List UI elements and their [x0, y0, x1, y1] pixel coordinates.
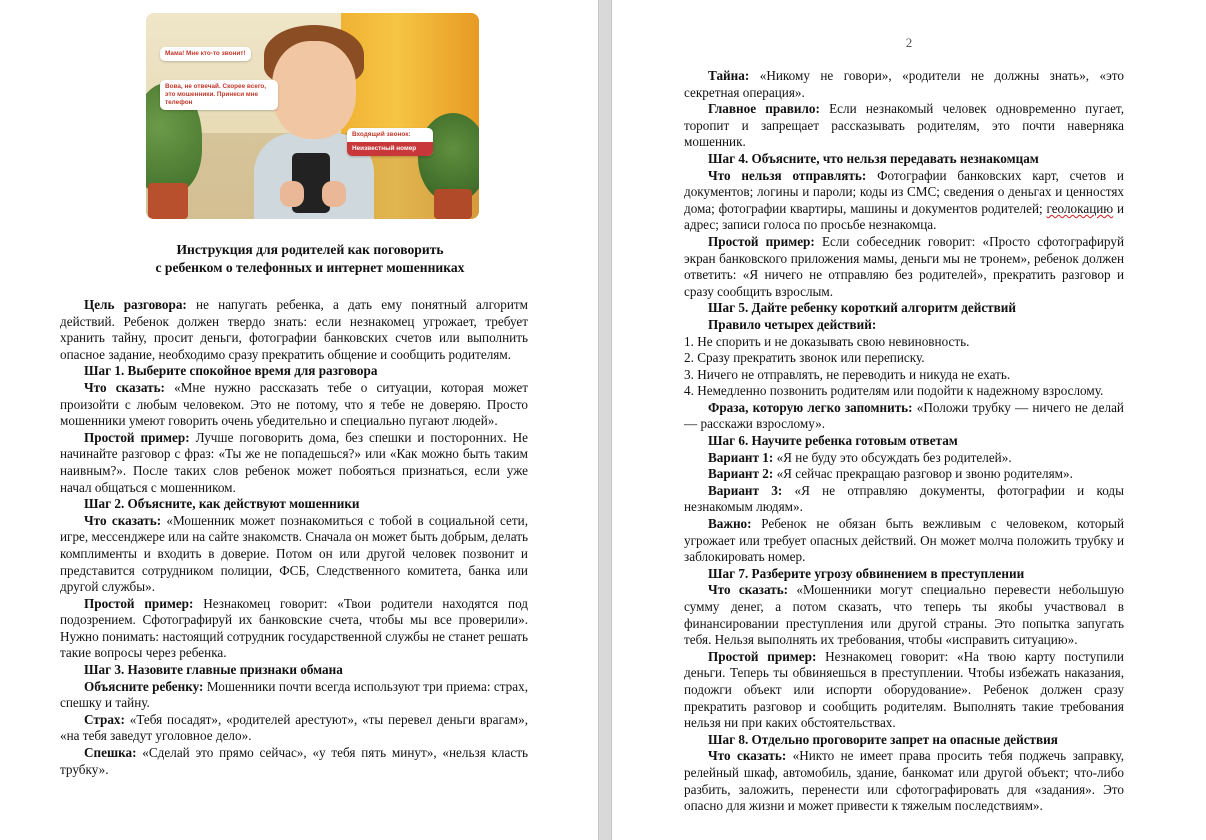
paragraph [60, 513, 528, 596]
label: Страх: [84, 711, 125, 727]
label: Простой пример: [84, 595, 194, 611]
paragraph-text: Если незнакомый человек одновременно пугает, торопит и запрещает рассказывать родителям, это почти наверняка мошенник. [684, 101, 1125, 150]
document-title [60, 241, 560, 277]
paragraph [684, 234, 1124, 300]
pot-right [434, 189, 472, 219]
rule-heading: Правило четырех действий: [708, 316, 877, 332]
paragraph-text: «Никому не говори», «родители не должны знать», «это секретная операция». [684, 68, 1124, 100]
paragraph-text: Фотографии банковских карт, счетов и документов; логины и пароли; коды из СМС; сведения о деньгах и ценностях дома; фотографии квартиры, машины и документов родителей; [684, 167, 1124, 216]
page-1-body [60, 297, 528, 778]
paragraph [684, 516, 1124, 566]
paragraph-text: «Я не отправляю документы, фотографии и коды незнакомым людям». [684, 482, 1124, 515]
step-heading: Шаг 5. Дайте ребенку короткий алгоритм действий [708, 300, 1016, 316]
paragraph-text: «Я не буду это обсуждать без родителей». [776, 449, 1012, 465]
paragraph [684, 168, 1124, 234]
step-heading: Шаг 3. Назовите главные признаки обмана [84, 662, 343, 678]
page-gutter [598, 0, 612, 840]
label: Тайна: [708, 68, 750, 83]
paragraph [60, 430, 528, 496]
label: Цель разговора: [84, 297, 187, 312]
paragraph-text: не напугать ребенка, а дать ему понятный алгоритм действий. Ребенок должен твердо знать: если незнакомец угрожает, требует хранить тайну, просит деньги, фотографии банковских счетов или выполнить опасное задание, необходимо сразу прекратить общение и сообщить родителям. [60, 297, 529, 362]
pot-left [148, 183, 188, 219]
list-item: 1. Не спорить и не доказывать свою невиновность. [684, 333, 970, 349]
label: Что нельзя отправлять: [708, 167, 867, 183]
list-item: 2. Сразу прекратить звонок или переписку. [684, 350, 925, 366]
paragraph [684, 101, 1124, 151]
paragraph [60, 380, 528, 430]
list-item: 3. Ничего не отправлять, не переводить и никуда не ехать. [684, 366, 1011, 382]
incoming-call-card [347, 128, 433, 156]
step-heading: Шаг 8. Отдельно проговорите запрет на опасные действия [708, 731, 1058, 747]
paragraph [684, 400, 1124, 433]
spellcheck-word: геолокацию [1046, 200, 1114, 216]
label: Вариант 2: [708, 466, 774, 482]
hand-right [322, 181, 346, 207]
paragraph [60, 712, 528, 745]
label: Важно: [708, 516, 752, 532]
paragraph [60, 297, 528, 363]
paragraph-text: «Мошенник может познакомиться с тобой в социальной сети, игре, мессенджере или на сайте знакомств. Сначала он может быть добрым, делать комплименты и входить в доверие. Потом он или другой человек позвонит и представится сотрудником полиции, ФСБ, Следственного комитета, банка или другой службы». [60, 512, 528, 595]
paragraph [684, 466, 1124, 483]
label: Простой пример: [84, 429, 190, 445]
title-line-2: с ребенком о телефонных и интернет мошенниках [155, 260, 465, 275]
paragraph-text: и адрес; записи голоса по просьбе незнакомца. [684, 200, 1125, 233]
label: Вариант 1: [708, 449, 774, 465]
paragraph [684, 748, 1124, 814]
label: Простой пример: [708, 233, 815, 249]
label: Спешка: [84, 745, 137, 761]
label: Простой пример: [708, 648, 817, 664]
document-page-2 [612, 0, 1206, 840]
paragraph [684, 649, 1124, 732]
paragraph-text: «Тебя посадят», «родителей арестуют», «ты перевел деньги врагам», «на тебя заведут уголовное дело». [60, 711, 529, 744]
incoming-call-label: Входящий звонок: [352, 131, 411, 138]
paragraph-text: Лучше поговорить дома, без спешки и посторонних. Не начинайте разговор с фраз: «Ты же не попадешься?» или «Как можно быть таким наивным?». После таких слов ребенок может побояться признаться, если уже начал общаться с мошенником. [60, 429, 528, 495]
step-heading: Шаг 1. Выберите спокойное время для разговора [84, 363, 378, 379]
paragraph [684, 68, 1124, 101]
label: Что сказать: [84, 379, 165, 395]
label: Главное правило: [708, 101, 820, 117]
page-2-body [684, 68, 1124, 815]
paragraph [60, 745, 528, 778]
paragraph-text: «Я сейчас прекращаю разговор и звоню родителям». [776, 466, 1073, 482]
hand-left [280, 181, 304, 207]
label: Объясните ребенку: [84, 678, 204, 694]
paragraph [684, 483, 1124, 516]
paragraph-text: «Положи трубку — ничего не делай — расскажи взрослому». [684, 399, 1124, 432]
paragraph-text: «Сделай это прямо сейчас», «у тебя пять минут», «нельзя класть трубку». [60, 745, 529, 777]
paragraph [60, 596, 528, 662]
paragraph [60, 679, 528, 712]
label: Что сказать: [84, 512, 162, 528]
speech-bubble-child: Мама! Мне кто-то звонит! [160, 47, 251, 61]
paragraph-text: «Никто не имеет права просить тебя поджечь заправку, релейный шкаф, автомобиль, здание, банкомат или другой объект; что-либо разбить, заложить, перенести или сфотографировать для «задания». Это опасно для жизни и может привести к тяжелым последствиям». [684, 748, 1125, 814]
paragraph-text: «Мошенники могут специально перевести небольшую сумму денег, а потом сказать, что теперь ты якобы участвовал в финансировании преступления или другой страны. Это попытка запугать тебя. Нельзя выполнять их требования, чтобы «исправить ситуацию». [684, 582, 1124, 648]
paragraph-text: Мошенники почти всегда используют три приема: страх, спешку и тайну. [60, 678, 529, 711]
label: Вариант 3: [708, 482, 783, 498]
label: Фраза, которую легко запомнить: [708, 399, 913, 415]
paragraph-text: «Мне нужно рассказать тебе о ситуации, которая может произойти с любым человеком. Это не потому, что я тебе не доверяю. Просто мошенники умеют говорить очень убедительно и специально пугают людей». [60, 379, 528, 429]
paragraph-text: Ребенок не обязан быть вежливым с человеком, который угрожает или требует опасных действий. Он может молча положить трубку и заблокировать номер. [684, 516, 1125, 565]
speech-bubble-mother: Вова, не отвечай. Скорее всего, это мошенники. Принеси мне телефон [160, 80, 278, 110]
label: Что сказать: [708, 748, 787, 764]
page-number: 2 [905, 35, 913, 50]
paragraph-text: Незнакомец говорит: «Твои родители находятся под подозрением. Сфотографируй их банковские счета, чтобы мы все проверили». Нужно понимать: настоящий сотрудник государственной службы не станет решать такие вопросы через ребенка. [60, 595, 528, 661]
illustration-image [146, 13, 479, 219]
paragraph-text: Если собеседник говорит: «Просто сфотографируй экран банковского приложения мамы, деньги мы не тронем», ребенок должен ответить: «Я ничего не отправляю без родителей», прекратить разговор и сразу сообщить взрослым. [684, 233, 1124, 299]
step-heading: Шаг 6. Научите ребенка готовым ответам [708, 433, 958, 449]
list-item: 4. Немедленно позвонить родителям или подойти к надежному взрослому. [684, 383, 1104, 399]
label: Что сказать: [708, 582, 789, 598]
step-heading: Шаг 2. Объясните, как действуют мошенники [84, 496, 360, 512]
paragraph-text: Незнакомец говорит: «На твою карту поступили деньги. Теперь ты обвиняешься в преступлении. Чтобы избежать наказания, подожги объект или испорти оборудование». Ребенок должен сразу прекратить разговор и сообщить родителям. Выполнять такие требования нельзя ни при каких обстоятельствах. [684, 648, 1124, 731]
step-heading: Шаг 7. Разберите угрозу обвинением в преступлении [708, 565, 1025, 581]
boy-head [272, 41, 356, 139]
unknown-number-label: Неизвестный номер [347, 142, 433, 156]
paragraph [684, 450, 1124, 467]
paragraph [684, 582, 1124, 648]
step-heading: Шаг 4. Объясните, что нельзя передавать незнакомцам [708, 150, 1039, 166]
document-page-1 [0, 0, 598, 840]
title-line-1: Инструкция для родителей как поговорить [176, 242, 444, 257]
